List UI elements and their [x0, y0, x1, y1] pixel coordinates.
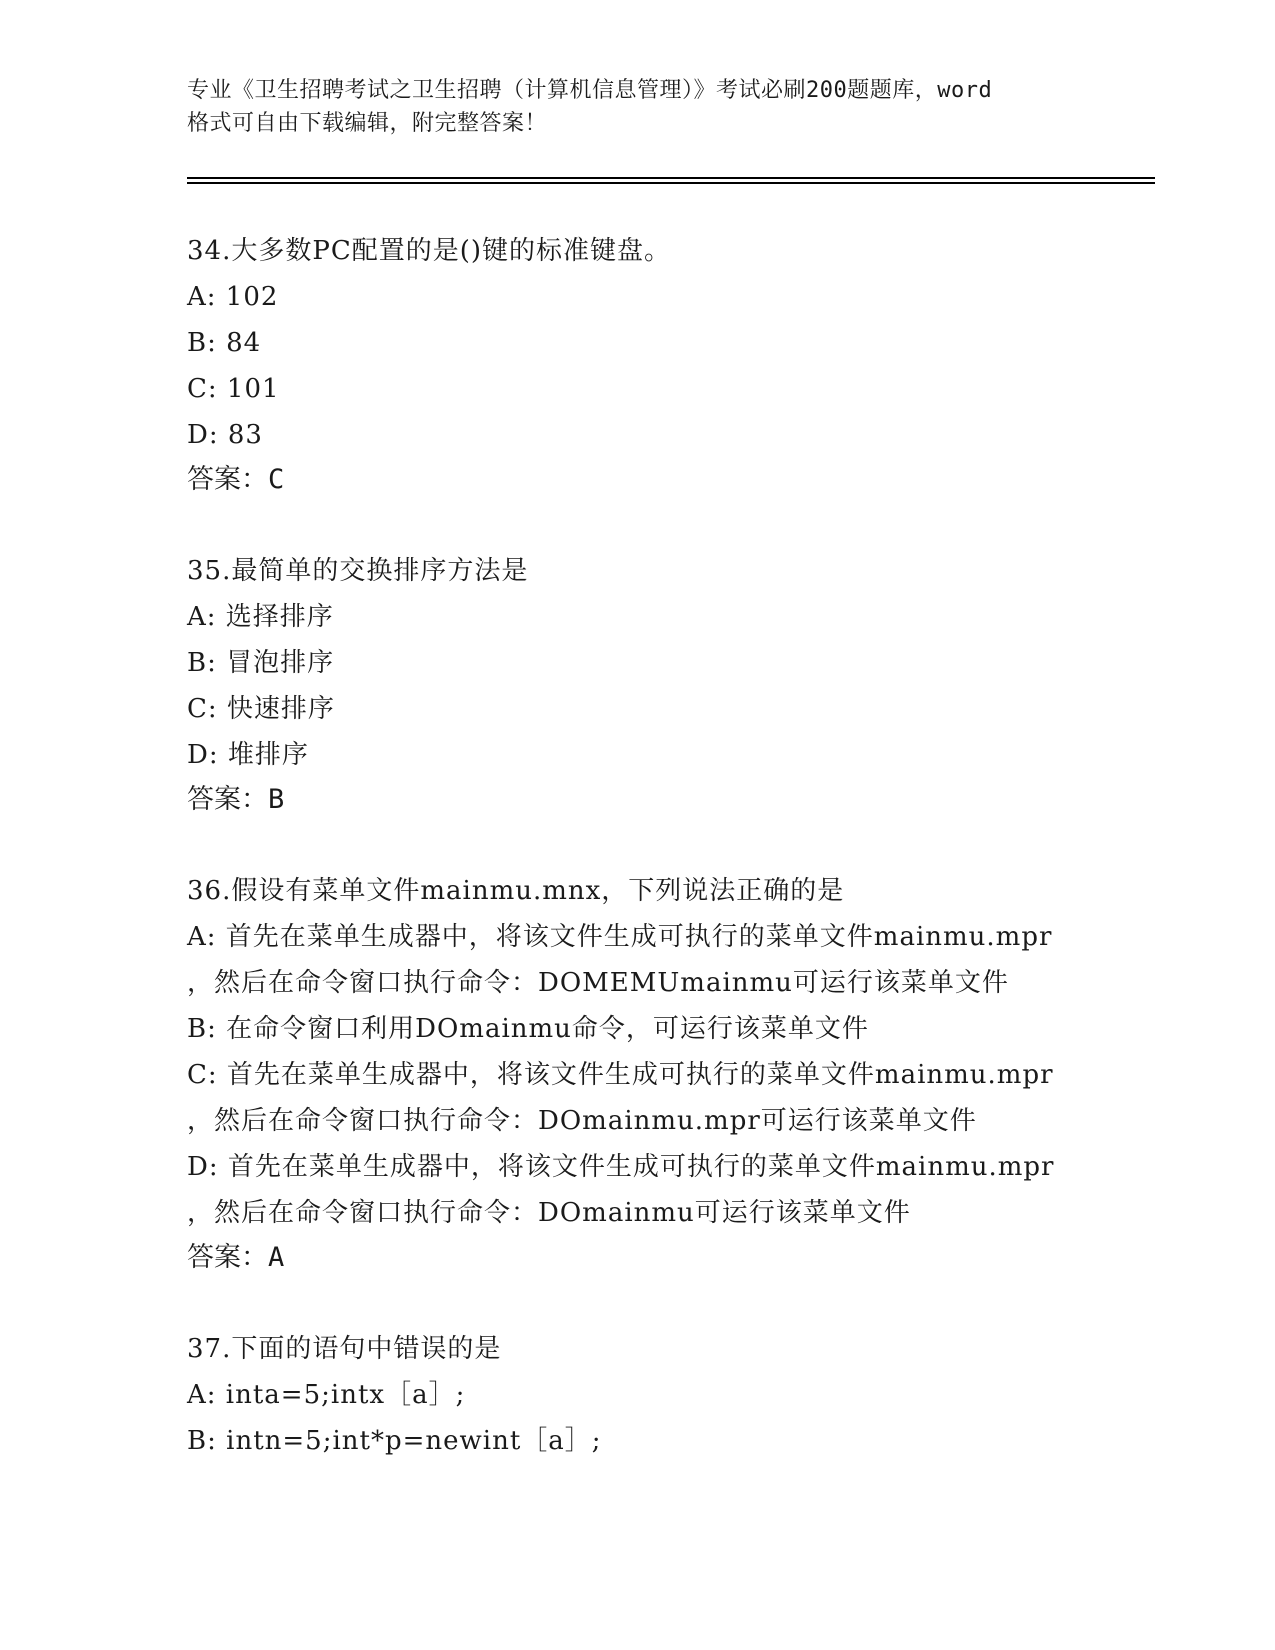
option-d-continued: ，然后在命令窗口执行命令：DOmainmu可运行该菜单文件	[187, 1198, 911, 1228]
question-stem: 35.最简单的交换排序方法是	[187, 556, 529, 586]
option-d: D: 堆排序	[187, 740, 309, 770]
option-d: D: 83	[187, 420, 263, 450]
option-d: D: 首先在菜单生成器中，将该文件生成可执行的菜单文件mainmu.mpr	[187, 1152, 1055, 1182]
question-stem: 37.下面的语句中错误的是	[187, 1334, 502, 1364]
option-b: B: 冒泡排序	[187, 648, 335, 678]
option-b: B: intn=5;int*p=newint［a］;	[187, 1426, 602, 1456]
option-a-continued: ，然后在命令窗口执行命令：DOMEMUmainmu可运行该菜单文件	[187, 968, 1009, 998]
option-a: A: inta=5;intx［a］;	[187, 1380, 466, 1410]
header-divider-bottom	[187, 182, 1155, 184]
option-a: A: 102	[187, 282, 279, 312]
question-37	[187, 1326, 1117, 1464]
question-35	[187, 548, 1117, 822]
document-header	[187, 74, 1087, 140]
answer-line: 答案：C	[187, 464, 285, 495]
option-b: B: 在命令窗口利用DOmainmu命令，可运行该菜单文件	[187, 1014, 869, 1044]
question-stem: 36.假设有菜单文件mainmu.mnx，下列说法正确的是	[187, 876, 845, 906]
header-title-line-2: 格式可自由下载编辑，附完整答案！	[187, 111, 548, 136]
answer-line: 答案：B	[187, 784, 285, 815]
question-stem: 34.大多数PC配置的是()键的标准键盘。	[187, 236, 672, 266]
option-c: C: 首先在菜单生成器中，将该文件生成可执行的菜单文件mainmu.mpr	[187, 1060, 1054, 1090]
option-b: B: 84	[187, 328, 262, 358]
header-divider-top	[187, 177, 1155, 179]
option-c-continued: ，然后在命令窗口执行命令：DOmainmu.mpr可运行该菜单文件	[187, 1106, 977, 1136]
option-a: A: 首先在菜单生成器中，将该文件生成可执行的菜单文件mainmu.mpr	[187, 922, 1053, 952]
option-c: C: 快速排序	[187, 694, 335, 724]
option-a: A: 选择排序	[187, 602, 334, 632]
option-c: C: 101	[187, 374, 280, 404]
header-title-line-1: 专业《卫生招聘考试之卫生招聘（计算机信息管理）》考试必刷200题题库，word	[187, 78, 993, 103]
answer-line: 答案：A	[187, 1242, 285, 1273]
question-34	[187, 228, 1117, 502]
question-36	[187, 868, 1117, 1280]
